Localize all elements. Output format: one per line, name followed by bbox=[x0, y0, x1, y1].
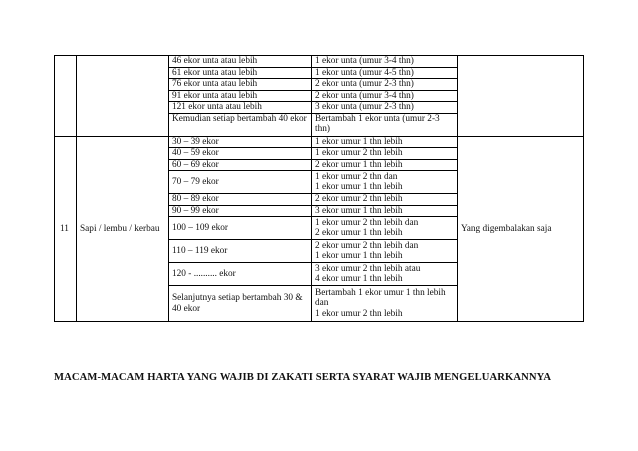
count-cell: 76 ekor unta atau lebih bbox=[169, 79, 312, 91]
count-cell: Selanjutnya setiap bertambah 30 & 40 ekor bbox=[169, 286, 312, 322]
zakat-line: Bertambah 1 ekor umur 1 thn lebih dan bbox=[315, 287, 446, 309]
zakat-line: 1 ekor umur 1 thn lebih bbox=[315, 251, 403, 261]
count-cell: 61 ekor unta atau lebih bbox=[169, 67, 312, 79]
zakat-cell: 2 ekor unta (umur 3-4 thn) bbox=[312, 90, 458, 102]
count-cell: 80 – 89 ekor bbox=[169, 194, 312, 206]
zakat-cell: Bertambah 1 ekor unta (umur 2-3 thn) bbox=[312, 113, 458, 136]
zakat-line: 1 ekor umur 2 thn lebih dan bbox=[315, 217, 419, 228]
count-cell: Kemudian setiap bertambah 40 ekor bbox=[169, 113, 312, 136]
zakat-line: 2 ekor umur 2 thn lebih dan bbox=[315, 240, 419, 251]
count-cell: 30 – 39 ekor bbox=[169, 136, 312, 148]
zakat-cell bbox=[312, 240, 458, 263]
count-cell: 90 – 99 ekor bbox=[169, 205, 312, 217]
number-cell-empty bbox=[55, 56, 77, 137]
zakat-cell: 2 ekor unta (umur 2-3 thn) bbox=[312, 79, 458, 91]
zakat-cell: 1 ekor umur 2 thn lebih bbox=[312, 148, 458, 160]
zakat-line: 1 ekor umur 1 thn lebih bbox=[315, 182, 403, 192]
zakat-cell bbox=[312, 171, 458, 194]
count-cell: 70 – 79 ekor bbox=[169, 171, 312, 194]
note-cell-empty bbox=[458, 56, 584, 137]
count-cell: 40 – 59 ekor bbox=[169, 148, 312, 160]
row-number: 11 bbox=[55, 136, 77, 322]
section-heading: MACAM-MACAM HARTA YANG WAJIB DI ZAKATI SERTA SYARAT WAJIB MENGELUARKANNYA bbox=[54, 372, 552, 383]
count-cell: 110 – 119 ekor bbox=[169, 240, 312, 263]
zakat-cell: 3 ekor unta (umur 2-3 thn) bbox=[312, 102, 458, 114]
animal-cell-empty bbox=[77, 56, 169, 137]
zakat-cell: 3 ekor umur 1 thn lebih bbox=[312, 205, 458, 217]
zakat-cell: 2 ekor umur 2 thn lebih bbox=[312, 194, 458, 206]
note-cell: Yang digembalakan saja bbox=[458, 136, 584, 322]
count-cell: 60 – 69 ekor bbox=[169, 159, 312, 171]
zakat-cell bbox=[312, 263, 458, 286]
count-cell: 120 - .......... ekor bbox=[169, 263, 312, 286]
zakat-cell: 1 ekor umur 1 thn lebih bbox=[312, 136, 458, 148]
zakat-line: 4 ekor umur 1 thn lebih bbox=[315, 274, 403, 284]
zakat-line: 1 ekor umur 2 thn dan bbox=[315, 171, 398, 182]
zakat-line: 3 ekor umur 2 thn lebih atau bbox=[315, 263, 421, 274]
zakat-cell bbox=[312, 286, 458, 322]
count-cell: 46 ekor unta atau lebih bbox=[169, 56, 312, 68]
zakat-cell: 2 ekor umur 1 thn lebih bbox=[312, 159, 458, 171]
count-cell: 91 ekor unta atau lebih bbox=[169, 90, 312, 102]
animal-name: Sapi / lembu / kerbau bbox=[77, 136, 169, 322]
count-cell: 100 – 109 ekor bbox=[169, 217, 312, 240]
zakat-cell: 1 ekor unta (umur 3-4 thn) bbox=[312, 56, 458, 68]
zakat-line: 1 ekor umur 2 thn lebih bbox=[315, 308, 403, 319]
zakat-line: 2 ekor umur 1 thn lebih bbox=[315, 228, 403, 238]
zakat-cell: 1 ekor unta (umur 4-5 thn) bbox=[312, 67, 458, 79]
count-cell: 121 ekor unta atau lebih bbox=[169, 102, 312, 114]
zakat-table bbox=[54, 55, 584, 322]
zakat-cell bbox=[312, 217, 458, 240]
